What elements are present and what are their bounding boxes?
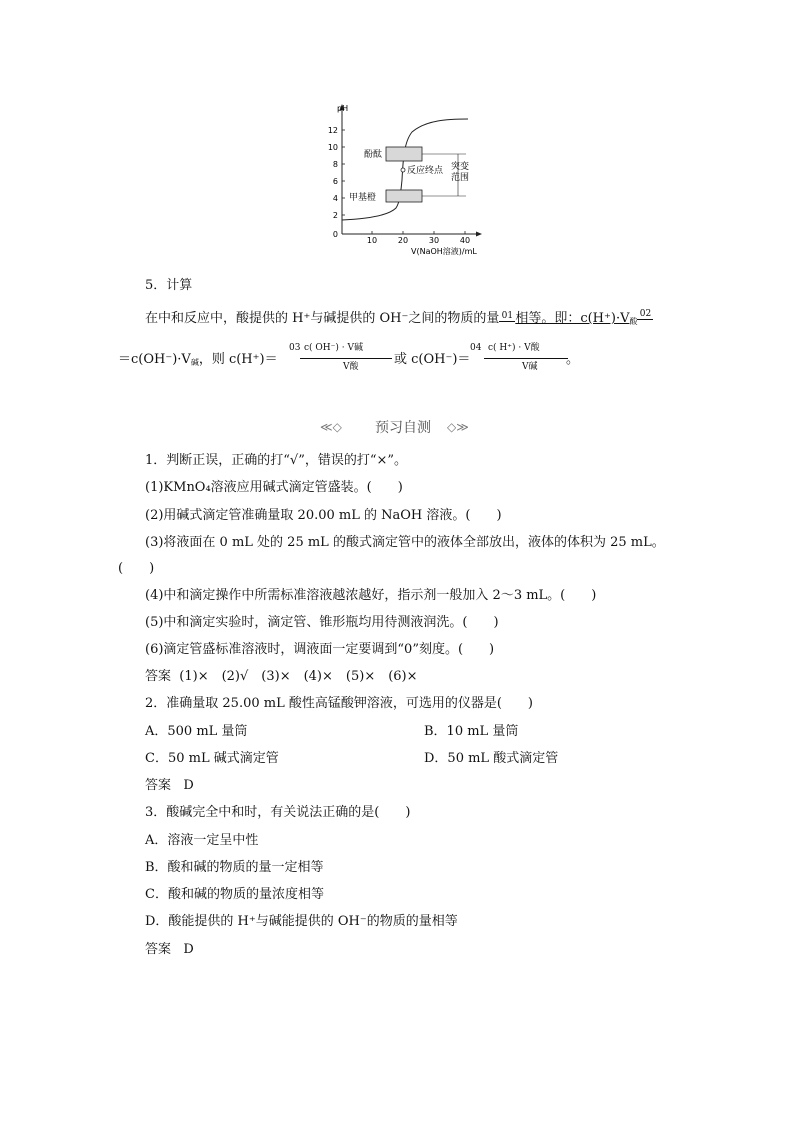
blank-03: 03	[289, 343, 301, 353]
line1-text-b: 相等。即：c(H⁺)·V	[515, 311, 630, 326]
x-tick-40: 40	[459, 236, 471, 245]
jump-range-label-1: 突变	[451, 162, 470, 172]
q1-item-2: (2)用碱式滴定管准确量取 20.00 mL 的 NaOH 溶液。( )	[145, 508, 502, 523]
q1-item-6: (6)滴定管盛标准溶液时，调液面一定要调到“0”刻度。( )	[145, 642, 495, 657]
x-axis-label: V(NaOH溶液)/mL	[411, 247, 477, 256]
fraction2-bar	[484, 358, 568, 359]
y-tick-8: 8	[332, 160, 338, 169]
sub-base: 碱	[190, 358, 199, 367]
q3-answer-label: 答案	[145, 942, 172, 957]
q3-answer	[145, 943, 194, 956]
methyl-orange-label: 甲基橙	[349, 193, 377, 203]
fraction2-numerator: c( H⁺) · V酸	[488, 343, 540, 353]
endpoint-label: 反应终点	[407, 166, 444, 176]
q2-answer-label: 答案	[145, 778, 172, 793]
q2-option-d: D．50 mL 酸式滴定管	[424, 751, 559, 766]
q3-option-a: A．溶液一定呈中性	[145, 833, 259, 848]
right-ornament-icon: ◇≫	[447, 420, 469, 434]
q2-option-a: A．500 mL 量筒	[145, 724, 248, 739]
phenolphthalein-range-box	[386, 147, 422, 161]
endpoint-marker	[401, 168, 405, 172]
y-axis-label: pH	[337, 104, 349, 113]
line1-text-a: 在中和反应中，酸提供的 H⁺与碱提供的 OH⁻之间的物质的量	[145, 311, 500, 326]
section-title-banner	[320, 418, 474, 438]
x-tick-30: 30	[428, 236, 440, 245]
fraction1-numerator: c( OH⁻) · V碱	[304, 343, 363, 353]
q2-answer-text: D	[183, 778, 194, 793]
blank-04: 04	[470, 343, 482, 353]
q3-option-c: C．酸和碱的物质的量浓度相等	[145, 887, 324, 902]
section5-line2	[118, 353, 278, 367]
q3-option-b: B．酸和碱的物质的量一定相等	[145, 860, 324, 875]
q1-item-4: (4)中和滴定操作中所需标准溶液越浓越好，指示剂一般加入 2～3 mL。( )	[145, 588, 597, 603]
q2-answer	[145, 779, 194, 792]
q1-answer	[145, 670, 418, 683]
q2-option-c: C．50 mL 碱式滴定管	[145, 751, 279, 766]
blank-02: 02	[637, 310, 653, 320]
y-tick-4: 4	[332, 194, 338, 203]
section-title: 预习自测	[375, 420, 431, 436]
section5-line1	[145, 309, 653, 326]
fraction1-bar	[300, 358, 392, 359]
y-tick-2: 2	[332, 211, 338, 220]
line2-text-a: ＝c(OH⁻)·V	[118, 352, 191, 367]
q1-answer-label: 答案	[145, 669, 172, 684]
y-tick-10: 10	[327, 143, 338, 152]
methyl-orange-range-box	[386, 190, 422, 202]
section5-heading: 5．计算	[145, 278, 193, 293]
q3-stem: 3．酸碱完全中和时，有关说法正确的是( )	[145, 805, 411, 820]
y-tick-6: 6	[332, 177, 338, 186]
q1-stem: 1．判断正误，正确的打“√”，错误的打“×”。	[145, 453, 408, 468]
x-tick-10: 10	[366, 236, 378, 245]
line2-end: 。	[566, 352, 580, 367]
blank-01: 01	[499, 312, 515, 322]
left-ornament-icon: ≪◇	[320, 420, 342, 434]
q2-option-b: B．10 mL 量筒	[424, 724, 519, 739]
x-tick-labels	[367, 236, 470, 245]
q1-item-3: (3)将液面在 0 mL 处的 25 mL 的酸式滴定管中的液体全部放出，液体的体积为 25 mL。	[145, 535, 665, 550]
q1-answer-text: (1)× (2)√ (3)× (4)× (5)× (6)×	[179, 669, 418, 684]
q3-option-d: D．酸能提供的 H⁺与碱能提供的 OH⁻的物质的量相等	[145, 914, 458, 929]
q3-answer-text: D	[183, 942, 194, 957]
q1-item-1: (1)KMnO₄溶液应用碱式滴定管盛装。( )	[145, 480, 403, 495]
line2-text-c: 或 c(OH⁻)＝	[394, 352, 471, 367]
y-tick-12: 12	[327, 126, 338, 135]
q2-stem: 2．准确量取 25.00 mL 酸性高锰酸钾溶液，可选用的仪器是( )	[145, 696, 533, 711]
y-tick-labels	[328, 126, 338, 239]
q1-item-3-blank: ( )	[118, 561, 155, 576]
jump-range-label-2: 范围	[451, 173, 470, 183]
fraction2-denominator: V碱	[522, 362, 538, 372]
x-tick-20: 20	[397, 236, 409, 245]
y-tick-0: 0	[332, 230, 338, 239]
sub-acid: 酸	[629, 317, 638, 326]
fraction1-denominator: V酸	[343, 362, 359, 372]
phenolphthalein-label: 酚酞	[364, 150, 383, 160]
x-axis-arrow	[476, 232, 482, 237]
q1-item-5: (5)中和滴定实验时，滴定管、锥形瓶均用待测液润洗。( )	[145, 615, 499, 630]
line2-text-b: ，则 c(H⁺)＝	[198, 352, 278, 367]
titration-curve-figure	[320, 98, 500, 258]
